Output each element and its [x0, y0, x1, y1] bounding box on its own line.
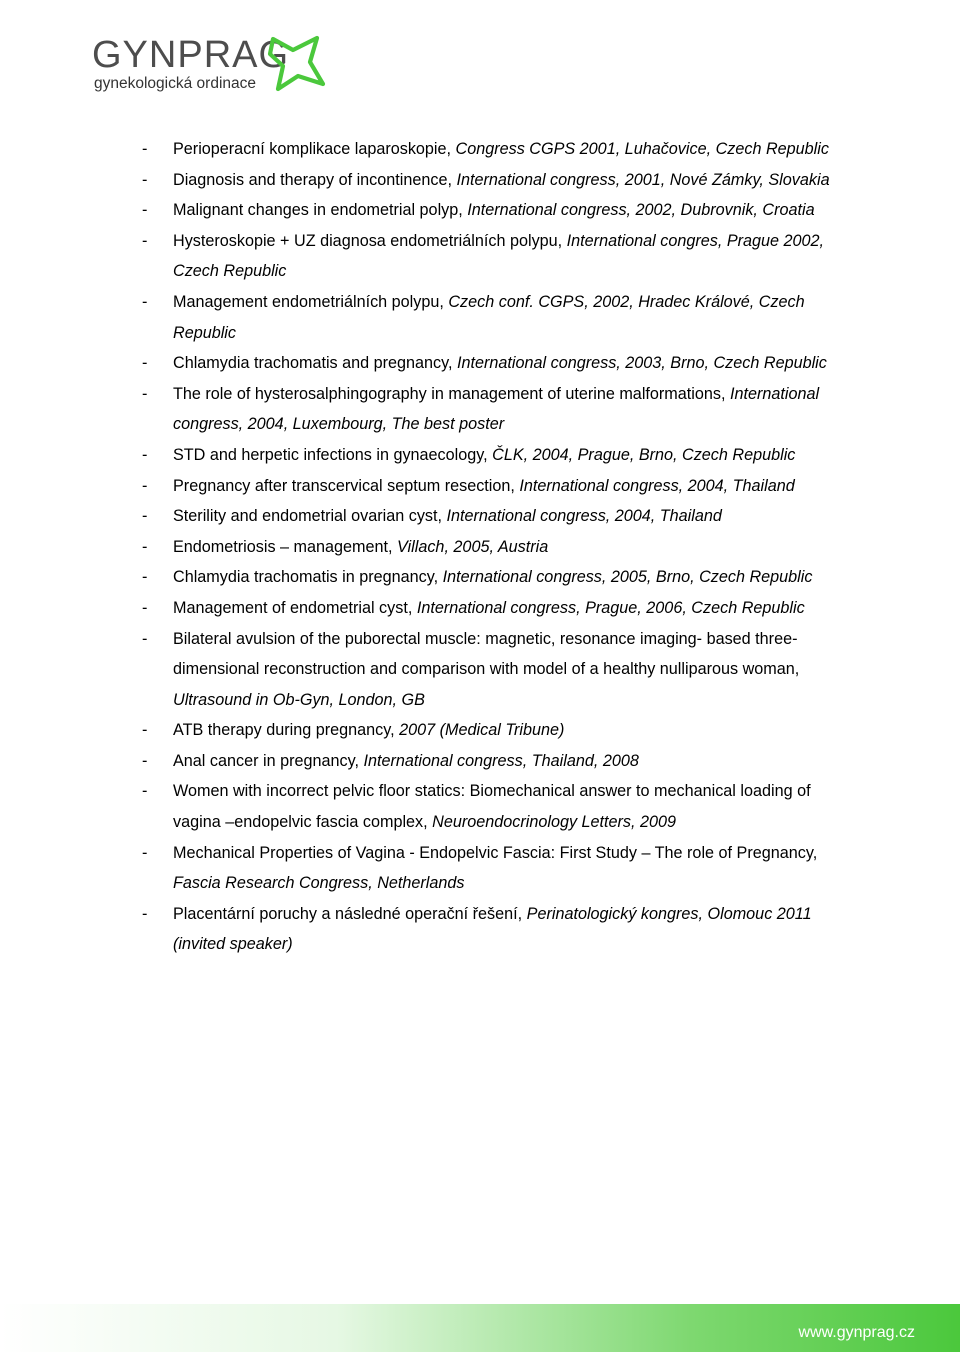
publication-list [142, 134, 862, 960]
publication-title: Endometriosis – management, [173, 537, 398, 556]
publication-venue: ČLK, 2004, Prague, Brno, Czech Republic [492, 445, 796, 464]
list-dash: - [142, 751, 148, 770]
publication-venue: Ultrasound in Ob-Gyn, London, GB [173, 690, 425, 709]
publication-title: Perioperacní komplikace laparoskopie, [173, 140, 456, 158]
list-dash: - [142, 568, 148, 587]
publication-title: Sterility and endometrial ovarian cyst, [173, 507, 447, 526]
website-link[interactable]: www.gynprag.cz [798, 1324, 915, 1341]
gynprag-logo [88, 34, 338, 104]
list-dash: - [142, 354, 148, 373]
publication-item [142, 746, 862, 777]
publication-venue: International congress, 2004, Thailand [446, 507, 722, 526]
publication-venue: Fascia Research Congress, Netherlands [173, 874, 465, 893]
publication-title: The role of hysterosalphingography in management of uterine malformations, [173, 384, 730, 403]
list-dash: - [142, 170, 148, 189]
list-dash: - [142, 843, 148, 862]
publication-venue: Congress CGPS 2001, Luhačovice, Czech Republic [455, 140, 829, 158]
list-dash: - [142, 140, 148, 158]
publication-title: Anal cancer in pregnancy, [173, 751, 364, 770]
publication-venue: 2007 (Medical Tribune) [399, 721, 565, 740]
publication-title: Placentární poruchy a následné operační řešení, [173, 904, 527, 923]
list-dash: - [142, 445, 148, 464]
publication-title: Women with incorrect pelvic floor statics: Biomechanical answer to mechanical loading of vagina –endopelvic fascia complex, [173, 782, 811, 832]
publication-title: Pregnancy after transcervical septum resection, [173, 476, 520, 495]
publication-venue: International congress, 2001, Nové Zámky, Slovakia [456, 170, 830, 189]
publication-item [142, 838, 862, 899]
publication-venue: International congress, 2002, Dubrovnik, Croatia [467, 201, 815, 220]
list-dash: - [142, 904, 148, 923]
publication-item [142, 379, 862, 440]
publication-item [142, 471, 862, 502]
list-dash: - [142, 507, 148, 526]
publication-item [142, 165, 862, 196]
publication-title: Management endometriálních polypu, [173, 292, 449, 311]
publication-title: Malignant changes in endometrial polyp, [173, 201, 468, 220]
publication-title: Mechanical Properties of Vagina - Endopelvic Fascia: First Study – The role of Pregnancy, [173, 843, 818, 862]
list-dash: - [142, 782, 148, 801]
publication-item [142, 532, 862, 563]
logo-wordmark: GYNPRAG [92, 34, 290, 76]
publication-item [142, 715, 862, 746]
publication-venue: Czech conf. CGPS, 2002, Hradec Králové, Czech Republic [173, 292, 805, 342]
publication-item [142, 593, 862, 624]
publication-venue: International congress, 2004, Thailand [519, 476, 795, 495]
publication-item [142, 348, 862, 379]
list-dash: - [142, 598, 148, 617]
publication-item [142, 195, 862, 226]
publication-item [142, 134, 862, 165]
publication-item [142, 899, 862, 960]
publication-item [142, 776, 862, 837]
publication-venue: International congress, Thailand, 2008 [363, 751, 639, 770]
publication-venue: International congress, 2003, Brno, Czech Republic [457, 354, 827, 373]
list-dash: - [142, 721, 148, 740]
publication-venue: Villach, 2005, Austria [397, 537, 549, 556]
publication-item [142, 287, 862, 348]
logo-tagline: gynekologická ordinace [94, 75, 256, 92]
list-dash: - [142, 231, 148, 250]
publication-title: Chlamydia trachomatis in pregnancy, [173, 568, 443, 587]
publication-title: Bilateral avulsion of the puborectal muscle: magnetic, resonance imaging- based three- dimensional reconstruction and comparison with model of a healthy nulliparous woman, [173, 629, 800, 679]
publication-title: Chlamydia trachomatis and pregnancy, [173, 354, 458, 373]
publication-title: ATB therapy during pregnancy, [173, 721, 400, 740]
publication-item [142, 624, 862, 716]
publication-title: STD and herpetic infections in gynaecology, [173, 445, 493, 464]
publication-item [142, 226, 862, 287]
publication-item [142, 440, 862, 471]
publication-venue: Neuroendocrinology Letters, 2009 [432, 813, 677, 832]
list-dash: - [142, 629, 148, 648]
publication-item [142, 562, 862, 593]
list-dash: - [142, 476, 148, 495]
publication-venue: Perinatologický kongres, Olomouc 2011 (invited speaker) [173, 904, 812, 954]
publication-title: Management of endometrial cyst, [173, 598, 417, 617]
publication-venue: International congress, Prague, 2006, Czech Republic [416, 598, 805, 617]
list-dash: - [142, 292, 148, 311]
list-dash: - [142, 537, 148, 556]
list-dash: - [142, 201, 148, 220]
publication-venue: International congres, Prague 2002, Czech Republic [173, 231, 825, 281]
star-icon [267, 34, 327, 92]
publication-venue: International congress, 2004, Luxembourg, The best poster [173, 384, 820, 434]
publication-item [142, 501, 862, 532]
publication-title: Diagnosis and therapy of incontinence, [173, 170, 457, 189]
publication-title: Hysteroskopie + UZ diagnosa endometriálních polypu, [173, 231, 567, 250]
list-dash: - [142, 384, 148, 403]
publication-venue: International congress, 2005, Brno, Czech Republic [442, 568, 813, 587]
